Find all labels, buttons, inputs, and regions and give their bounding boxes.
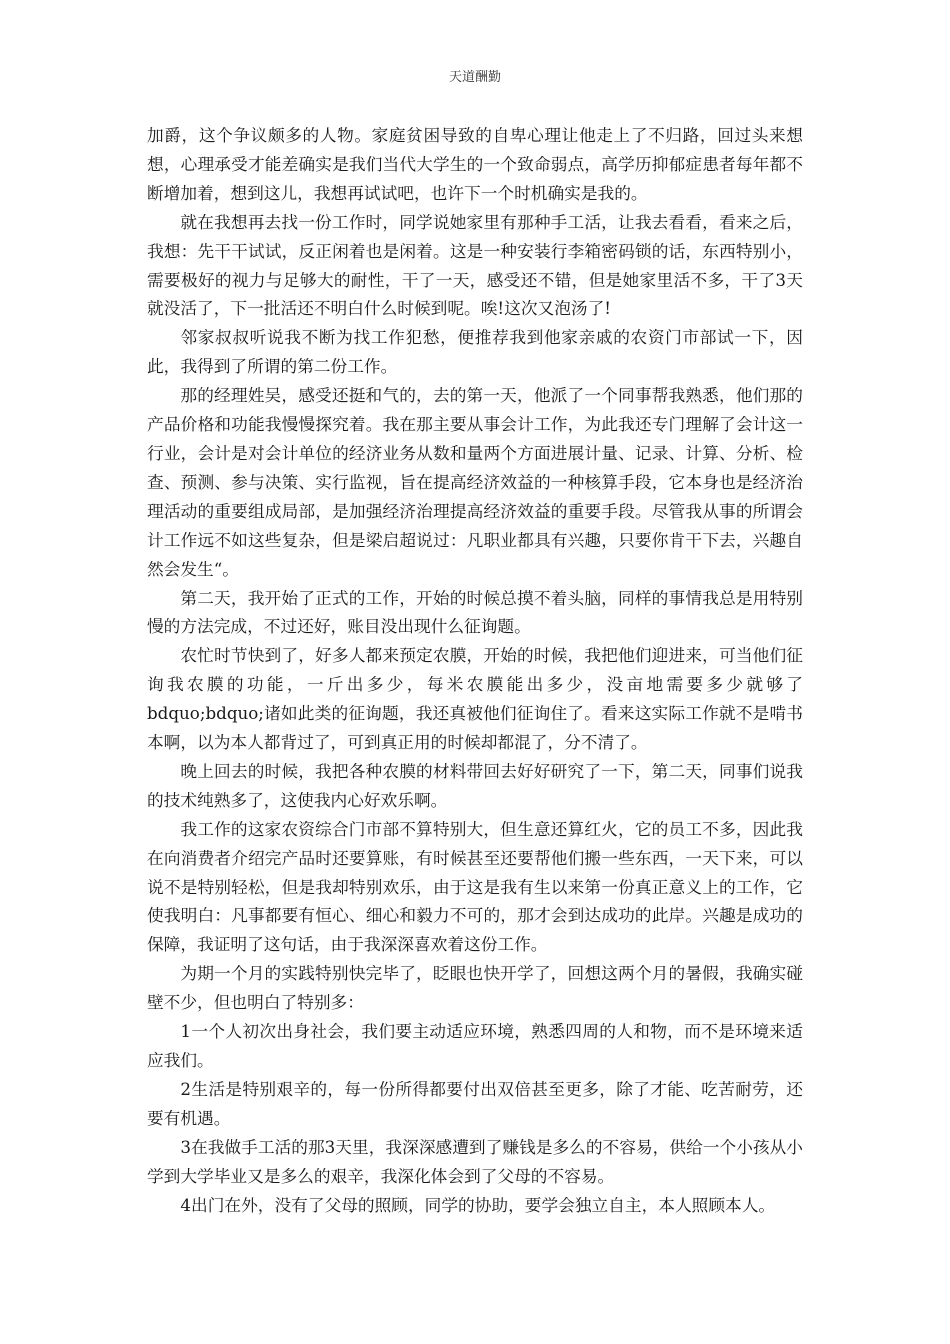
list-item: 1一个人初次出身社会，我们要主动适应环境，熟悉四周的人和物，而不是环境来适应我们。	[147, 1021, 803, 1070]
paragraph: 第二天，我开始了正式的工作，开始的时候总摸不着头脑，同样的事情我总是用特别慢的方法完成，不过还好，账目没出现什么征询题。	[147, 587, 803, 637]
paragraph: 农忙时节快到了，好多人都来预定农膜，开始的时候，我把他们迎进来，可当他们征询我农膜的功能，一斤出多少，每米农膜能出多少，没亩地需要多少就够了bdquo;bdquo;诸如此类的征询题，我还真被他们征询住了。看来这实际工作就不是啃书本啊，以为本人都背过了，可到真正用的时候却都混了，分不清了。	[147, 645, 803, 753]
paragraph: 加爵，这个争议颇多的人物。家庭贫困导致的自卑心理让他走上了不归路，回过头来想想，心理承受才能差确实是我们当代大学生的一个致命弱点，高学历抑郁症患者每年都不断增加着，想到这儿，我想再试试吧，也许下一个时机确实是我的。	[147, 125, 803, 203]
page-header: 天道酬勤	[448, 70, 501, 85]
list-item: 3在我做手工活的那3天里，我深深感遭到了赚钱是多么的不容易，供给一个小孩从小学到大学毕业又是多么的艰辛，我深化体会到了父母的不容易。	[147, 1136, 803, 1186]
paragraph: 为期一个月的实践特别快完毕了，眨眼也快开学了，回想这两个月的暑假，我确实碰壁不少，但也明白了特别多：	[147, 963, 803, 1013]
paragraph: 晚上回去的时候，我把各种农膜的材料带回去好好研究了一下，第二天，同事们说我的技术纯熟多了，这使我内心好欢乐啊。	[147, 760, 803, 810]
list-item: 2生活是特别艰辛的，每一份所得都要付出双倍甚至更多，除了才能、吃苦耐劳，还要有机遇。	[147, 1078, 803, 1128]
document-body	[147, 121, 803, 1219]
paragraph: 我工作的这家农资综合门市部不算特别大，但生意还算红火，它的员工不多，因此我在向消费者介绍完产品时还要算账，有时候甚至还要帮他们搬一些东西，一天下来，可以说不是特别轻松，但是我却特别欢乐，由于这是我有生以来第一份真正意义上的工作，它使我明白：凡事都要有恒心、细心和毅力不可的，那才会到达成功的此岸。兴趣是成功的保障，我证明了这句话，由于我深深喜欢着这份工作。	[147, 818, 803, 955]
paragraph: 那的经理姓吴，感受还挺和气的，去的第一天，他派了一个同事帮我熟悉，他们那的产品价格和功能我慢慢探究着。我在那主要从事会计工作，为此我还专门理解了会计这一行业，会计是对会计单位的经济业务从数和量两个方面进展计量、记录、计算、分析、检查、预测、参与决策、实行监视，旨在提高经济效益的一种核算手段，它本身也是经济治理活动的重要组成局部，是加强经济治理提高经济效益的重要手段。尽管我从事的所谓会计工作远不如这些复杂，但是梁启超说过：凡职业都具有兴趣，只要你肯干下去，兴趣自然会发生“。	[147, 385, 803, 579]
paragraph: 就在我想再去找一份工作时，同学说她家里有那种手工活，让我去看看，看来之后，我想：先干干试试，反正闲着也是闲着。这是一种安装行李箱密码锁的话，东西特别小，需要极好的视力与足够大的耐性，干了一天，感受还不错，但是她家里活不多，干了3天就没活了，下一批活还不明白什么时候到呢。唉!这次又泡汤了!	[147, 211, 803, 319]
paragraph: 邻家叔叔听说我不断为找工作犯愁，便推荐我到他家亲戚的农资门市部试一下，因此，我得到了所谓的第二份工作。	[147, 327, 803, 377]
list-item: 4出门在外，没有了父母的照顾，同学的协助，要学会独立自主，本人照顾本人。	[180, 1194, 776, 1215]
